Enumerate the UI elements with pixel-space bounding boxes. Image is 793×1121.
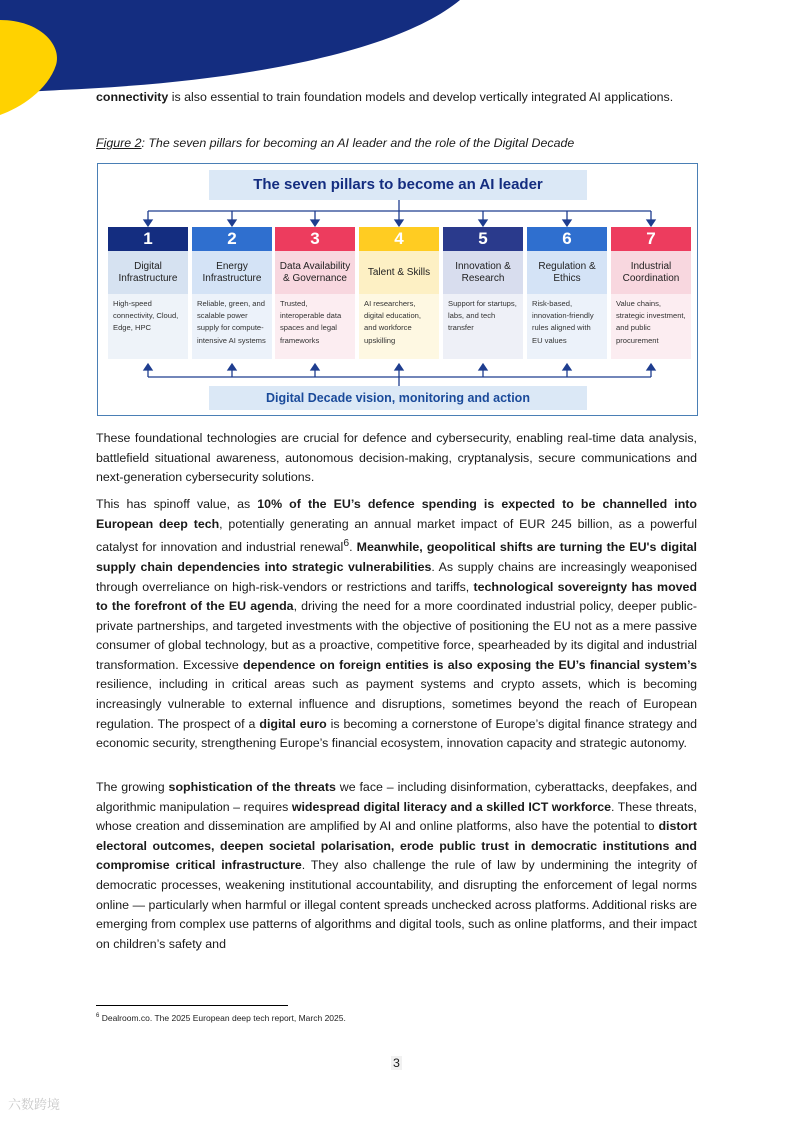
footnote-ref: 6 xyxy=(343,538,350,550)
pillar-number: 2 xyxy=(192,227,272,251)
pillar-description: Reliable, green, and scalable power supply for compute-intensive AI systems xyxy=(192,294,272,359)
pillar-5 xyxy=(443,227,523,361)
pillar-name: Digital Infrastructure xyxy=(108,251,188,294)
paragraph-threats: The growing sophistication of the threats we face – including disinformation, cyberattacks, deepfakes, and algorithmic manipulation – requires widespread digital literacy and a skilled ICT workforce. These threats, whose creation and dissemination are amplified by AI and online platforms, also have the potential to distort electoral outcomes, deepen societal polarisation, erode public trust in democratic institutions and compromise critical infrastructure. They also challenge the rule of law by undermining the integrity of democratic processes, weakening institutional accountability, and disrupting the enforcement of legal norms online — particularly when harmful or illegal content spreads unchecked across platforms. Additional risks are emerging from complex use patterns of algorithms and digital tools, such as online platforms, and their impact on children’s safety and xyxy=(96,780,697,951)
pillar-name: Talent & Skills xyxy=(359,251,439,294)
pillar-number: 5 xyxy=(443,227,523,251)
pillar-1 xyxy=(108,227,188,361)
seven-pillars-figure xyxy=(97,163,698,416)
paragraph-spinoff: This has spinoff value, as 10% of the EU’s defence spending is expected to be channelled into European deep tech, potentially generating an annual market impact of EUR 245 billion, as a powerful catalyst for innovation and industrial renewal$^6$. Meanwhile, geopolitical shifts are turning the EU's digital supply chain dependencies into strategic vulnerabilities. As supply chains are increasingly weaponised through overreliance on high-risk-vendors or restrictions and tariffs, technological sovereignty has moved to the forefront of the EU agenda, driving the need for a more coordinated industrial policy, deeper public-private partnerships, and targeted investments with the objective of positioning the EU not as a mere passive consumer of global technology, but as a proactive, competitive force, spearheaded by its digital and industrial transformation. Excessive dependence on foreign entities is also exposing the EU’s financial system’s resilience, including in critical areas such as payment systems and crypto assets, which is becoming increasingly vulnerable to external influence and disruptions, sometimes beyond the reach of European regulation. The prospect of a digital euro is becoming a cornerstone of Europe’s digital finance strategy and economic security, strengthening Europe’s financial ecosystem, innovation capacity and strategic autonomy. xyxy=(96,497,698,751)
pillar-description: Risk-based, innovation-friendly rules aligned with EU values xyxy=(527,294,607,359)
figure-title: The seven pillars to become an AI leader xyxy=(209,170,587,200)
pillar-7 xyxy=(611,227,691,361)
pillar-3 xyxy=(275,227,355,361)
pillar-name: Data Availability & Governance xyxy=(275,251,355,294)
pillar-4 xyxy=(359,227,439,361)
pillar-name: Innovation & Research xyxy=(443,251,523,294)
pillar-description: Trusted, interoperable data spaces and legal frameworks xyxy=(275,294,355,359)
figure-caption: Figure 2: The seven pillars for becoming an AI leader and the role of the Digital Decade xyxy=(96,136,575,150)
figure-bottom-banner: Digital Decade vision, monitoring and action xyxy=(209,386,587,410)
pillar-description: AI researchers, digital education, and workforce upskilling xyxy=(359,294,439,359)
figure-label: Figure 2 xyxy=(96,136,142,150)
pillar-2 xyxy=(192,227,272,361)
pillar-name: Industrial Coordination xyxy=(611,251,691,294)
pillar-name: Regulation & Ethics xyxy=(527,251,607,294)
pillar-name: Energy Infrastructure xyxy=(192,251,272,294)
pillar-description: Value chains, strategic investment, and public procurement xyxy=(611,294,691,359)
pillar-description: Support for startups, labs, and tech transfer xyxy=(443,294,523,359)
pillar-number: 1 xyxy=(108,227,188,251)
paragraph-defence: These foundational technologies are crucial for defence and cybersecurity, enabling real-time data analysis, battlefield situational awareness, autonomous decision-making, cryptanalysis, secure communications and next-generation cybersecurity solutions. xyxy=(96,431,697,485)
page-number: 3 xyxy=(393,1056,400,1070)
pillar-number: 3 xyxy=(275,227,355,251)
watermark: 六数跨境 xyxy=(8,1097,61,1112)
pillar-number: 4 xyxy=(359,227,439,251)
footnote-divider xyxy=(96,1005,288,1006)
pillar-number: 6 xyxy=(527,227,607,251)
pillar-description: High-speed connectivity, Cloud, Edge, HPC xyxy=(108,294,188,359)
intro-paragraph: connectivity is also essential to train foundation models and develop vertically integrated AI applications. xyxy=(96,90,674,104)
pillar-number: 7 xyxy=(611,227,691,251)
pillar-6 xyxy=(527,227,607,361)
footnote: $^6$ Dealroom.co. The 2025 European deep tech report, March 2025. xyxy=(96,1013,346,1023)
